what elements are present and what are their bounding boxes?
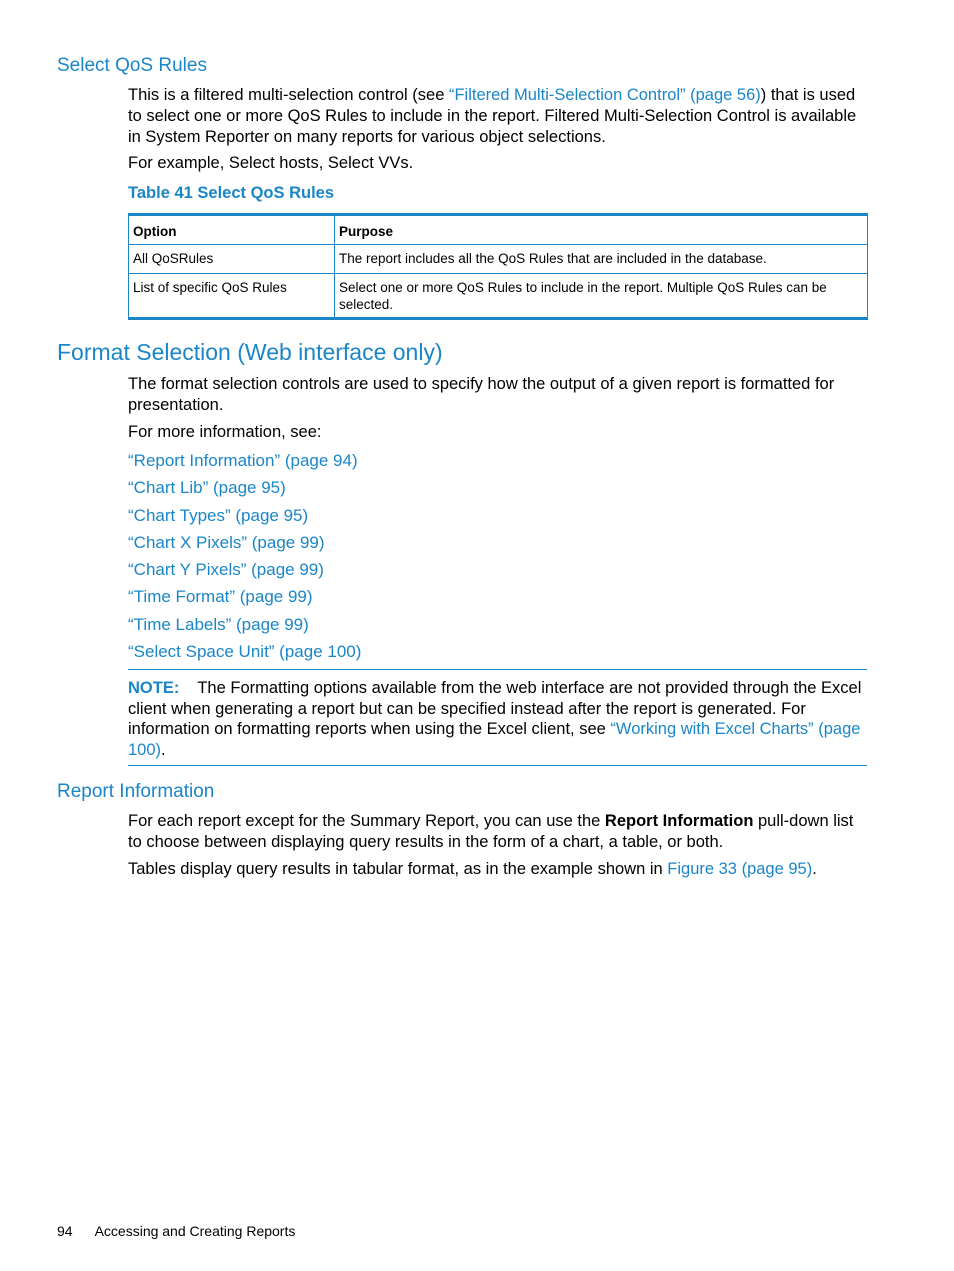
qos-description-text-pre: This is a filtered multi-selection control (see (128, 86, 449, 104)
link-chart-lib[interactable]: “Chart Lib” (page 95) (128, 478, 286, 498)
report-info-description (128, 811, 868, 853)
table-caption: Table 41 Select QoS Rules (128, 184, 335, 202)
link-chart-types[interactable]: “Chart Types” (page 95) (128, 505, 309, 525)
link-chart-x-pixels[interactable]: “Chart X Pixels” (page 99) (128, 532, 325, 552)
table-header-option: Option (129, 215, 335, 245)
format-description: The format selection controls are used to specify how the output of a given report is formatted for presentation. (128, 375, 835, 414)
tables-text-post: . (812, 860, 817, 878)
list-item (128, 583, 361, 610)
list-item (128, 611, 361, 638)
qos-description-text-post: ) that is used to select one or more QoS Rules to include in the report. Filtered Multi-Selection Control is available in System Reporter on many reports for various object selections. (128, 86, 857, 146)
note-text (128, 678, 867, 760)
tables-description (128, 859, 868, 880)
link-chart-y-pixels[interactable]: “Chart Y Pixels” (page 99) (128, 560, 324, 580)
format-more-info: For more information, see: (128, 423, 322, 441)
link-report-information[interactable]: “Report Information” (page 94) (128, 451, 358, 470)
list-item (128, 529, 361, 556)
link-figure-33[interactable]: Figure 33 (page 95) (667, 860, 813, 878)
note-box (128, 669, 867, 766)
list-item (128, 556, 361, 583)
report-info-bold-term: Report Information (604, 812, 754, 830)
report-info-text-pre: For each report except for the Summary Report, you can use the (128, 812, 605, 830)
qos-description (128, 85, 868, 148)
section-heading-select-qos-rules: Select QoS Rules (57, 55, 207, 76)
table-header-purpose: Purpose (335, 215, 868, 245)
qos-rules-table (128, 213, 868, 320)
link-select-space-unit[interactable]: “Select Space Unit” (page 100) (128, 642, 362, 662)
table-header-row (129, 215, 868, 245)
section-heading-format-selection: Format Selection (Web interface only) (57, 339, 443, 365)
table-cell-purpose: The report includes all the QoS Rules that are included in the database. (335, 245, 868, 274)
link-time-format[interactable]: “Time Format” (page 99) (128, 587, 313, 607)
table-cell-option: All QoSRules (129, 245, 335, 274)
list-item (128, 474, 361, 501)
cross-reference-list (128, 447, 361, 665)
note-text-pre: The Formatting options available from the web interface are not provided through the Excel client when generating a report but can be specified instead after the report is generated. For information on formatting reports when using the Excel client, see (128, 679, 862, 738)
note-label: NOTE: (128, 679, 180, 697)
section-heading-report-information: Report Information (57, 781, 215, 802)
table-cell-purpose: Select one or more QoS Rules to include in the report. Multiple QoS Rules can be selected. (335, 274, 868, 319)
link-working-with-excel-charts[interactable]: “Working with Excel Charts” (page 100) (128, 720, 861, 759)
list-item (128, 502, 361, 529)
report-info-text-post: pull-down list to choose between displaying query results in the form of a chart, a table, or both. (128, 812, 854, 851)
footer-title: Accessing and Creating Reports (94, 1223, 296, 1239)
qos-example: For example, Select hosts, Select VVs. (128, 154, 414, 172)
table-cell-option: List of specific QoS Rules (129, 274, 335, 319)
list-item (128, 447, 361, 474)
link-filtered-multi-selection-control[interactable]: “Filtered Multi-Selection Control” (page 56) (448, 86, 761, 104)
note-text-post: . (161, 740, 166, 759)
link-time-labels[interactable]: “Time Labels” (page 99) (128, 614, 309, 634)
tables-text-pre: Tables display query results in tabular format, as in the example shown in (128, 860, 668, 878)
list-item (128, 638, 361, 665)
page-footer (57, 1223, 295, 1239)
table-row (129, 274, 868, 319)
table-row (129, 245, 868, 274)
page-number: 94 (57, 1223, 73, 1239)
